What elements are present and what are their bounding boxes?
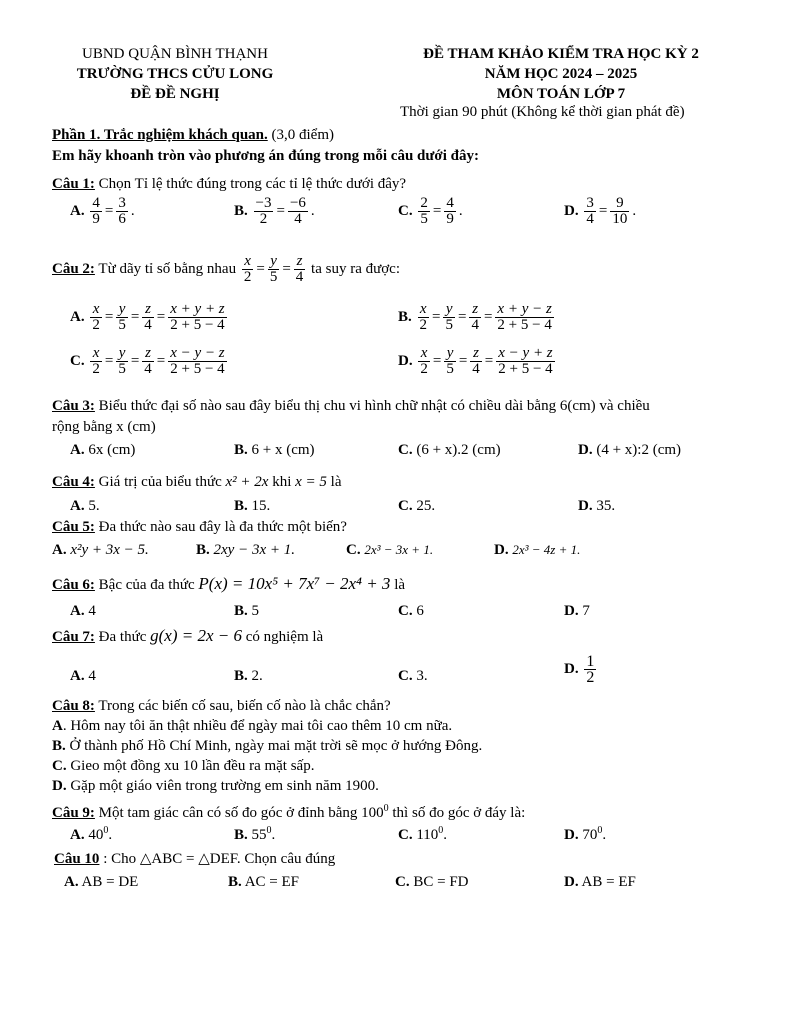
q6-option-c[interactable]: C. 6 bbox=[398, 603, 424, 619]
q2-option-c[interactable]: C. $\frac{x}{2}$ = $\frac{y}{5}$ = $\frac{z}{4}$ = $\frac{x - y - z}{2 + 5 - 4}$ bbox=[70, 345, 225, 377]
question-2: Câu 2: Từ dãy tỉ số bằng nhau $\frac{x}{2}$ = $\frac{y}{5}$ = $\frac{z}{4}$ ta suy ra được: bbox=[52, 253, 400, 285]
part1-title: Phần 1. Trắc nghiệm khách quan. bbox=[52, 127, 268, 143]
question-8: Câu 8: Trong các biến cố sau, biến cố nào là chắc chắn? bbox=[52, 698, 391, 714]
q7-option-b[interactable]: B. 2. bbox=[234, 668, 263, 684]
q1-label: Câu 1: bbox=[52, 176, 95, 192]
q8-option-c[interactable]: C. Gieo một đồng xu 10 lần đều ra mặt sấp. bbox=[52, 758, 315, 774]
q8-label: Câu 8: bbox=[52, 698, 95, 714]
question-3 bbox=[52, 398, 650, 415]
header-right bbox=[400, 44, 722, 104]
question-5: Câu 5: Đa thức nào sau đây là đa thức một biến? bbox=[52, 519, 347, 535]
q9-option-a[interactable]: A. $40^0$. bbox=[70, 825, 113, 843]
q9-option-d[interactable]: D. $70^0$. bbox=[564, 825, 607, 843]
q10-option-b[interactable]: B. AC = EF bbox=[228, 874, 299, 890]
q4-label: Câu 4: bbox=[52, 474, 95, 490]
q2-text: Từ dãy tỉ số bằng nhau bbox=[94, 260, 237, 277]
question-10: Câu 10 : Cho △ABC = △DEF. Chọn câu đúng bbox=[54, 851, 336, 867]
q3-text: Biểu thức đại số nào sau đây biểu thị chu vi hình chữ nhật có chiều dài bằng 6(cm) và chiều bbox=[94, 398, 650, 414]
triangle-icon: △ bbox=[198, 851, 210, 867]
q6-label: Câu 6: bbox=[52, 577, 95, 593]
question-9: Câu 9: Một tam giác cân có số đo góc ở đỉnh bằng $100^0$ thì số đo góc ở đáy là: bbox=[52, 803, 526, 821]
q1-option-a[interactable]: A. $\frac{4}{9}$ = $\frac{3}{6}$ . bbox=[70, 195, 135, 227]
subject: MÔN TOÁN LỚP 7 bbox=[496, 86, 626, 102]
q2-option-d[interactable]: D. $\frac{x}{2}$ = $\frac{y}{5}$ = $\frac{z}{4}$ = $\frac{x - y + z}{2 + 5 - 4}$ bbox=[398, 345, 553, 377]
header-left bbox=[55, 44, 295, 104]
department-name: UBND QUẬN BÌNH THẠNH bbox=[82, 46, 268, 62]
q6-option-a[interactable]: A. 4 bbox=[70, 603, 96, 619]
q5-option-d[interactable]: D. 2x³ − 4z + 1. bbox=[494, 542, 581, 558]
q7-option-c[interactable]: C. 3. bbox=[398, 668, 428, 684]
q9-label: Câu 9: bbox=[52, 805, 95, 821]
school-year: NĂM HỌC 2024 – 2025 bbox=[484, 66, 638, 82]
q4-option-a[interactable]: A. 5. bbox=[70, 498, 100, 514]
part1-heading bbox=[52, 127, 334, 144]
part1-instruction: Em hãy khoanh tròn vào phương án đúng trong mỗi câu dưới đây: bbox=[52, 148, 479, 164]
q3-text-line2: rộng bằng x (cm) bbox=[52, 419, 156, 435]
q8-option-b[interactable]: B. Ở thành phố Hồ Chí Minh, ngày mai mặt trời sẽ mọc ở hướng Đông. bbox=[52, 738, 483, 754]
q1-text: Chọn Tỉ lệ thức đúng trong các tỉ lệ thức dưới đây? bbox=[94, 176, 407, 192]
q3-option-a[interactable]: A. 6x (cm) bbox=[70, 442, 136, 458]
q9-option-b[interactable]: B. $55^0$. bbox=[234, 825, 276, 843]
q9-option-c[interactable]: C. $110^0$. bbox=[398, 825, 448, 843]
q2-label: Câu 2: bbox=[52, 260, 95, 277]
q4-option-c[interactable]: C. 25. bbox=[398, 498, 436, 514]
q3-option-d[interactable]: D. (4 + x):2 (cm) bbox=[578, 442, 682, 458]
question-1 bbox=[52, 176, 406, 193]
q7-label: Câu 7: bbox=[52, 629, 95, 645]
q2-option-b[interactable]: B. $\frac{x}{2}$ = $\frac{y}{5}$ = $\frac{z}{4}$ = $\frac{x + y - z}{2 + 5 - 4}$ bbox=[398, 301, 552, 333]
q10-label: Câu 10 bbox=[54, 851, 100, 867]
question-4: Câu 4: Giá trị của biểu thức x² + 2x khi x = 5 là bbox=[52, 474, 342, 490]
q6-expression: P(x) = 10x⁵ + 7x⁷ − 2x⁴ + 3 bbox=[198, 574, 391, 593]
exam-title: ĐỀ THAM KHẢO KIỂM TRA HỌC KỲ 2 bbox=[423, 46, 699, 62]
q5-label: Câu 5: bbox=[52, 519, 95, 535]
q7-expression: g(x) = 2x − 6 bbox=[150, 626, 242, 645]
time-note: Thời gian 90 phút (Không kể thời gian phát đề) bbox=[400, 104, 685, 120]
part1-points: (3,0 điểm) bbox=[267, 127, 334, 143]
q7-option-d[interactable]: D. $\frac{1}{2}$ bbox=[564, 653, 595, 686]
q6-option-b[interactable]: B. 5 bbox=[234, 603, 260, 619]
q1-option-d[interactable]: D. $\frac{3}{4}$ = $\frac{9}{10}$ . bbox=[564, 195, 637, 227]
q8-option-a[interactable]: A. Hôm nay tôi ăn thật nhiều để ngày mai tôi cao thêm 10 cm nữa. bbox=[52, 718, 453, 734]
q10-option-a[interactable]: A. AB = DE bbox=[64, 874, 139, 890]
question-6: Câu 6: Bậc của đa thức P(x) = 10x⁵ + 7x⁷ − 2x⁴ + 3 là bbox=[52, 574, 406, 593]
q5-option-b[interactable]: B. 2xy − 3x + 1. bbox=[196, 542, 295, 558]
q10-option-d[interactable]: D. AB = EF bbox=[564, 874, 636, 890]
q8-option-d[interactable]: D. Gặp một giáo viên trong trường em sinh năm 1900. bbox=[52, 778, 379, 794]
q1-option-c[interactable]: C. $\frac{2}{5}$ = $\frac{4}{9}$ . bbox=[398, 195, 463, 227]
q3-option-c[interactable]: C. (6 + x).2 (cm) bbox=[398, 442, 501, 458]
q6-option-d[interactable]: D. 7 bbox=[564, 603, 590, 619]
q4-option-b[interactable]: B. 15. bbox=[234, 498, 271, 514]
q4-condition: x = 5 bbox=[295, 474, 327, 490]
q3-label: Câu 3: bbox=[52, 398, 95, 414]
q1-option-b[interactable]: B. $\frac{-3}{2}$ = $\frac{-6}{4}$ . bbox=[234, 195, 315, 227]
school-name: TRƯỜNG THCS CỬU LONG bbox=[76, 66, 274, 82]
q7-option-a[interactable]: A. 4 bbox=[70, 668, 96, 684]
q2-option-a[interactable]: A. $\frac{x}{2}$ = $\frac{y}{5}$ = $\frac{z}{4}$ = $\frac{x + y + z}{2 + 5 - 4}$ bbox=[70, 301, 225, 333]
q4-option-d[interactable]: D. 35. bbox=[578, 498, 616, 514]
q3-option-b[interactable]: B. 6 + x (cm) bbox=[234, 442, 315, 458]
q10-option-c[interactable]: C. BC = FD bbox=[395, 874, 469, 890]
exam-type: ĐỀ ĐỀ NGHỊ bbox=[130, 86, 220, 102]
question-7: Câu 7: Đa thức g(x) = 2x − 6 có nghiệm là bbox=[52, 626, 324, 645]
q4-expression: x² + 2x bbox=[225, 474, 269, 490]
q5-option-a[interactable]: A. x²y + 3x − 5. bbox=[52, 542, 149, 558]
triangle-icon: △ bbox=[139, 851, 152, 867]
q5-option-c[interactable]: C. 2x³ − 3x + 1. bbox=[346, 542, 434, 558]
